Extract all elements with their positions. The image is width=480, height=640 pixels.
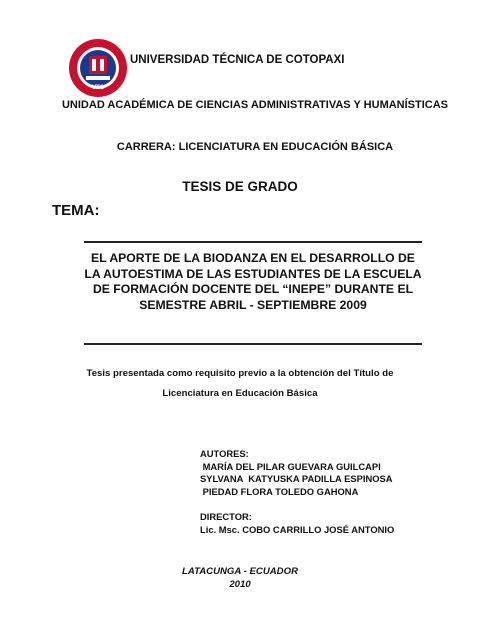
thesis-title: EL APORTE DE LA BIODANZA EN EL DESARROLLO DE LA AUTOESTIMA DE LAS ESTUDIANTES DE LA ESCUELA DE FORMACIÓN DOCENTE DEL “INEPE” DURANTE EL SEMESTRE ABRIL - SEPTIEMBRE 2009 bbox=[84, 251, 422, 312]
director-label: DIRECTOR: bbox=[200, 511, 252, 522]
academic-unit: UNIDAD ACADÉMICA DE CIENCIAS ADMINISTRATIVAS Y HUMANÍSTICAS bbox=[61, 99, 449, 111]
title-rule-top bbox=[84, 241, 422, 243]
title-rule-bottom bbox=[84, 343, 422, 345]
authors-label: AUTORES: bbox=[200, 448, 249, 459]
author-name: MARÍA DEL PILAR GUEVARA GUILCAPI bbox=[200, 460, 381, 472]
thesis-type: TESIS DE GRADO bbox=[182, 179, 298, 194]
requirement-line-1: Tesis presentada como requisito previo a la obtención del Título de bbox=[86, 368, 394, 379]
location-block bbox=[0, 566, 480, 591]
requirement-line-2: Licenciatura en Educación Básica bbox=[162, 388, 318, 399]
author-name: SYLVANA KATYUSKA PADILLA ESPINOSA bbox=[200, 473, 393, 484]
year: 2010 bbox=[229, 578, 251, 590]
director-block bbox=[200, 511, 394, 536]
authors-block bbox=[200, 448, 393, 498]
city-country: LATACUNGA - ECUADOR bbox=[182, 566, 298, 577]
tema-label: TEMA: bbox=[52, 202, 100, 219]
university-logo bbox=[68, 38, 128, 98]
career-name: CARRERA: LICENCIATURA EN EDUCACIÓN BÁSICA bbox=[116, 141, 394, 153]
logo-letters: UTC bbox=[91, 85, 105, 91]
director-name: Lic. Msc. COBO CARRILLO JOSÉ ANTONIO bbox=[200, 523, 395, 535]
utc-crest-icon bbox=[68, 38, 128, 98]
university-name: UNIVERSIDAD TÉCNICA DE COTOPAXI bbox=[130, 54, 345, 66]
author-name: PIEDAD FLORA TOLEDO GAHONA bbox=[200, 485, 359, 497]
